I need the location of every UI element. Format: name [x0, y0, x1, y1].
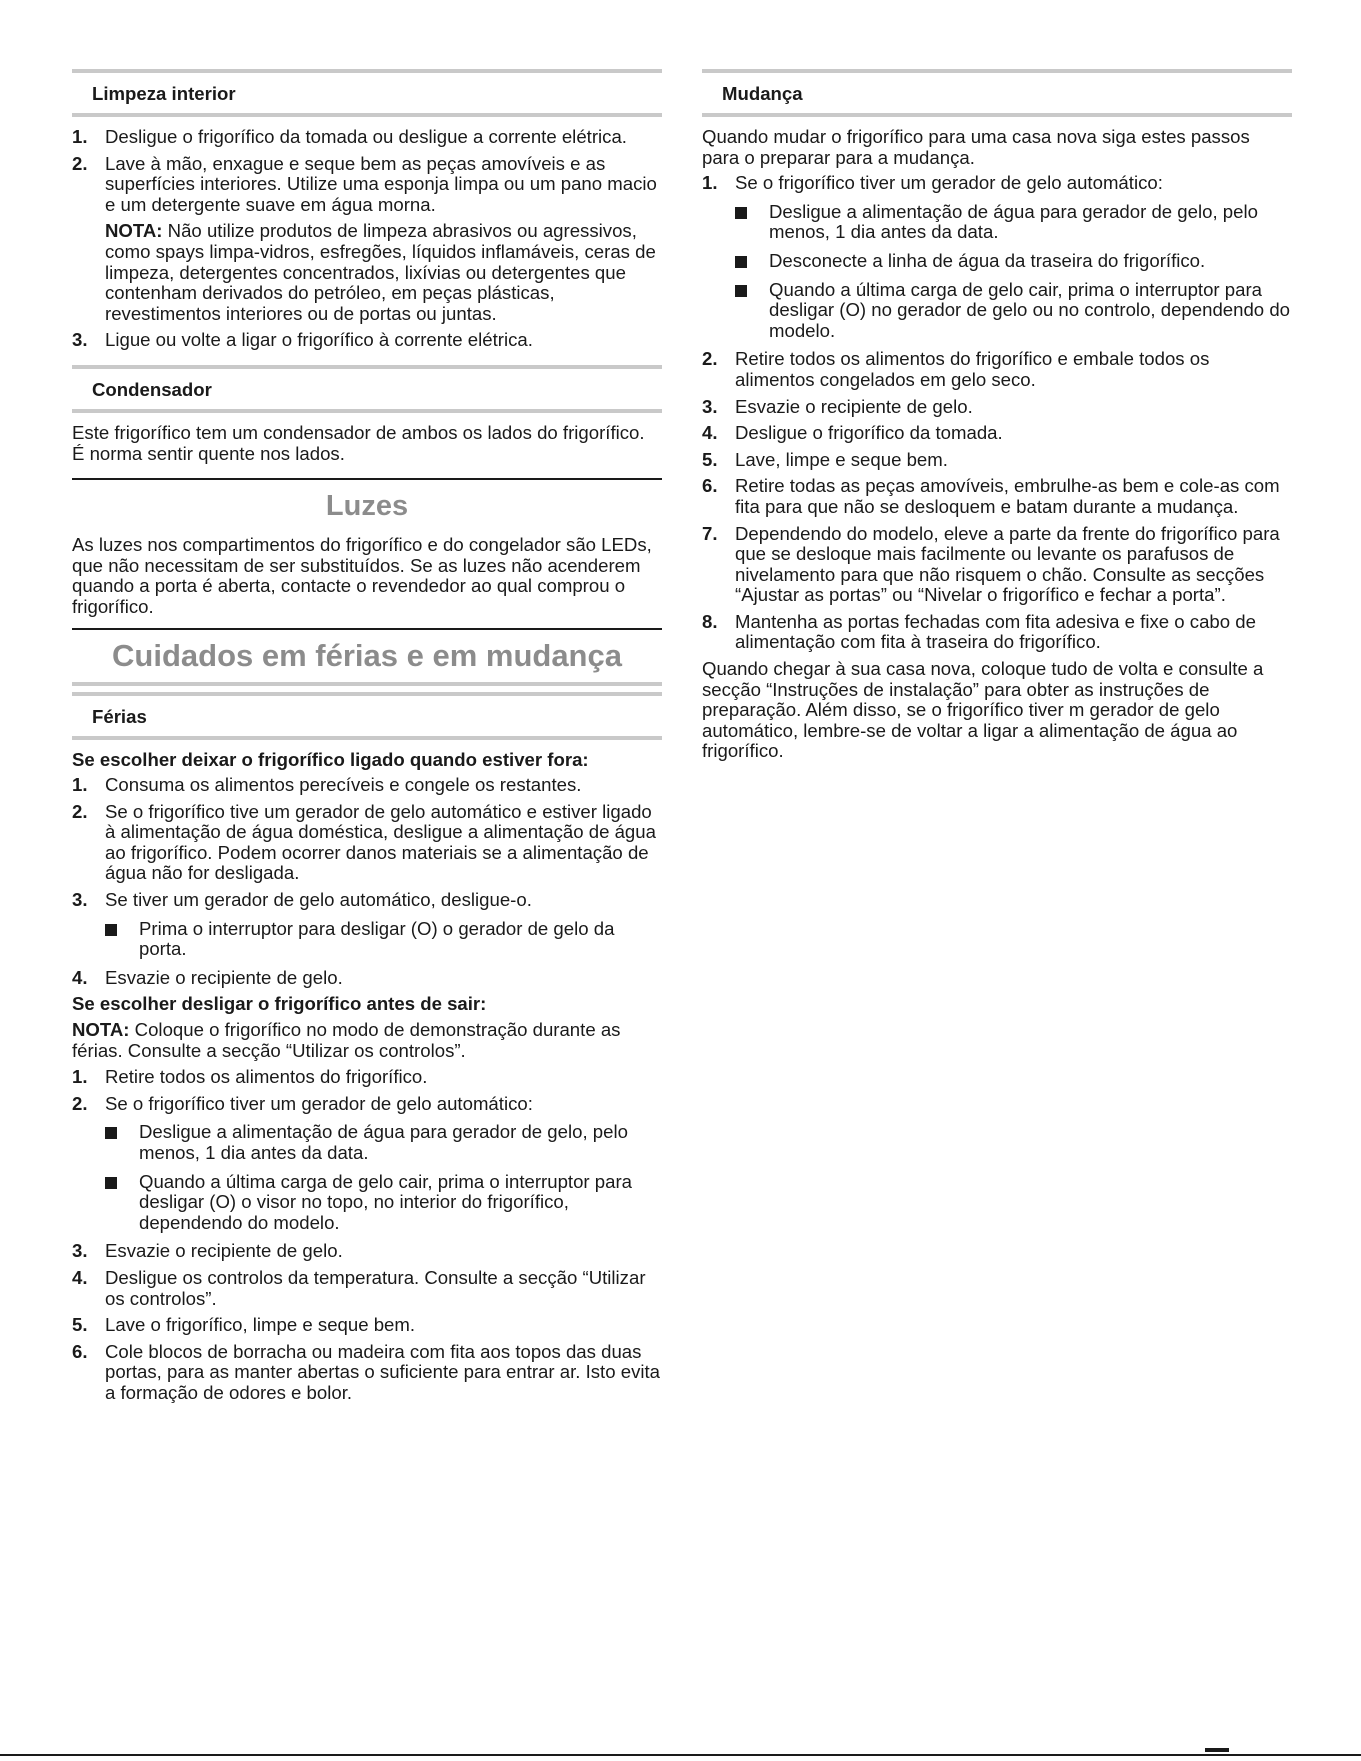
item-number: 8. [702, 610, 718, 632]
list-item [702, 524, 1292, 606]
list-item [72, 968, 662, 989]
item-text: Esvazie o recipiente de gelo. [105, 1240, 343, 1262]
item-number: 3. [702, 395, 718, 417]
item-number: 2. [72, 1092, 88, 1114]
list-item [72, 127, 662, 148]
list-item [702, 450, 1292, 471]
section-title-luzes: Luzes [72, 478, 662, 529]
item-text: Mantenha as portas fechadas com fita adesiva e fixe o cabo de alimentação com fita à traseira do frigorífico. [735, 610, 1256, 653]
list-item [72, 330, 662, 351]
item-text: Lave o frigorífico, limpe e seque bem. [105, 1314, 416, 1336]
square-bullet-icon [105, 924, 117, 936]
item-text: Esvazie o recipiente de gelo. [735, 395, 973, 417]
item-number: 6. [702, 475, 718, 497]
right-column [702, 69, 1292, 766]
condensador-paragraph: Este frigorífico tem um condensador de ambos os lados do frigorífico. É norma sentir quente nos lados. [72, 421, 645, 464]
bullet-text: Desligue a alimentação de água para gerador de gelo, pelo menos, 1 dia antes da data. [139, 1121, 628, 1163]
item-text: Lave à mão, enxague e seque bem as peças amovíveis e as superfícies interiores. Utilize uma esponja limpa ou um pano macio e um detergente suave em água morna. [105, 152, 657, 215]
item-text: Se o frigorífico tive um gerador de gelo automático e estiver ligado à alimentação de água doméstica, desligue a alimentação de água ao frigorífico. Podem ocorrer danos materiais se a alimentação de água não for desligada. [105, 800, 656, 884]
item-text: Desligue os controlos da temperatura. Consulte a secção “Utilizar os controlos”. [105, 1266, 646, 1309]
list-item [702, 476, 1292, 517]
item-number: 1. [72, 774, 88, 796]
bullet-text: Desligue a alimentação de água para gerador de gelo, pelo menos, 1 dia antes da data. [769, 200, 1258, 243]
mudanca-intro: Quando mudar o frigorífico para uma casa nova siga estes passos para o preparar para a mudança. [702, 126, 1250, 168]
bullet-item [735, 251, 1292, 272]
square-bullet-icon [735, 256, 747, 268]
bullet-text: Desconecte a linha de água da traseira do frigorífico. [769, 249, 1206, 271]
section-heading-condensador: Condensador [72, 365, 662, 413]
item-text: Se o frigorífico tiver um gerador de gelo automático: [735, 172, 1163, 194]
mudanca-outro: Quando chegar à sua casa nova, coloque tudo de volta e consulte a secção “Instruções de instalação” para obter as instruções de preparação. Além disso, se o frigorífico tiver m gerador de gelo automático, lembre-se de voltar a ligar a alimentação de água ao frigorífico. [702, 658, 1264, 762]
ferias-lead-on: Se escolher deixar o frigorífico ligado quando estiver fora: [72, 748, 589, 770]
list-item [72, 775, 662, 796]
item-text: Desligue o frigorífico da tomada ou desligue a corrente elétrica. [105, 126, 627, 147]
section-heading-ferias: Férias [72, 692, 662, 740]
list-item [72, 1067, 662, 1088]
item-number: 3. [72, 329, 88, 351]
item-text: Esvazie o recipiente de gelo. [105, 966, 343, 988]
item-number: 4. [72, 1266, 88, 1288]
item-number: 3. [72, 889, 88, 911]
luzes-paragraph: As luzes nos compartimentos do frigorífico e do congelador são LEDs, que não necessitam de ser substituídos. Se as luzes não acenderem quando a porta é aberta, contacte o revendedor ao qual comprou o frigorífico. [72, 534, 652, 617]
item-number: 4. [702, 422, 718, 444]
list-item [72, 1315, 662, 1336]
page-bottom-rule [0, 1754, 1361, 1756]
section-heading-mudanca: Mudança [702, 69, 1292, 117]
item-text: Consuma os alimentos perecíveis e congele os restantes. [105, 774, 582, 796]
item-text: Lave, limpe e seque bem. [735, 448, 948, 470]
list-item [702, 612, 1292, 653]
bullet-item [105, 1122, 662, 1163]
bullet-text: Quando a última carga de gelo cair, prima o interruptor para desligar (O) o visor no topo, no interior do frigorífico, dependendo do modelo. [139, 1170, 633, 1233]
item-text: Cole blocos de borracha ou madeira com fita aos topos das duas portas, para as manter abertas o suficiente para entrar ar. Isto evita a formação de odores e bolor. [105, 1340, 661, 1403]
note-text: Não utilize produtos de limpeza abrasivos ou agressivos, como spays limpa-vidros, esfregões, líquidos inflamáveis, ceras de limpeza, detergentes concentrados, lixívias ou detergentes que contenham derivados do petróleo, em peças plásticas, revestimentos interiores ou de portas ou juntas. [105, 220, 656, 324]
list-item [702, 397, 1292, 418]
section-title-cuidados: Cuidados em férias e em mudança [72, 628, 662, 686]
list-item [72, 1268, 662, 1309]
item-number: 1. [702, 172, 718, 194]
item-number: 6. [72, 1340, 88, 1362]
item-text: Dependendo do modelo, eleve a parte da frente do frigorífico para que se desloque mais facilmente ou levante os parafusos de nivelamento para que não risquem o chão. Consulte as secções “Ajustar as portas” ou “Nivelar o frigorífico e fechar a porta”. [735, 522, 1280, 606]
item-number: 2. [702, 348, 718, 370]
item-number: 3. [72, 1240, 88, 1262]
note-label: NOTA: [105, 220, 163, 242]
item-number: 1. [72, 1066, 88, 1088]
item-number: 7. [702, 522, 718, 544]
list-item [72, 802, 662, 884]
item-text: Se o frigorífico tiver um gerador de gelo automático: [105, 1092, 533, 1114]
note-text: Coloque o frigorífico no modo de demonstração durante as férias. Consulte a secção “Utilizar os controlos”. [72, 1019, 621, 1061]
list-item [702, 173, 1292, 194]
list-item [72, 1094, 662, 1115]
list-item [702, 423, 1292, 444]
item-number: 4. [72, 966, 88, 988]
item-number: 5. [702, 448, 718, 470]
ferias-note [72, 1020, 662, 1061]
left-column [72, 69, 662, 1410]
item-text: Se tiver um gerador de gelo automático, desligue-o. [105, 889, 532, 911]
item-text: Desligue o frigorífico da tomada. [735, 422, 1003, 444]
list-item [72, 890, 662, 911]
item-text: Ligue ou volte a ligar o frigorífico à corrente elétrica. [105, 329, 533, 351]
page-corner-mark [1205, 1748, 1229, 1752]
note-label: NOTA: [72, 1019, 130, 1041]
square-bullet-icon [735, 285, 747, 297]
bullet-text: Quando a última carga de gelo cair, prima o interruptor para desligar (O) no gerador de gelo ou no controlo, dependendo do modelo. [769, 278, 1290, 341]
square-bullet-icon [105, 1177, 117, 1189]
item-body [105, 154, 662, 325]
item-text: Retire todos os alimentos do frigorífico. [105, 1066, 428, 1088]
item-number: 2. [72, 152, 88, 174]
bullet-item [735, 280, 1292, 342]
list-item [72, 1342, 662, 1404]
square-bullet-icon [735, 207, 747, 219]
list-item [72, 1241, 662, 1262]
item-text: Retire todas as peças amovíveis, embrulhe-as bem e cole-as com fita para que não se desloquem e batam durante a mudança. [735, 475, 1280, 517]
item-text: Retire todos os alimentos do frigorífico e embale todos os alimentos congelados em gelo seco. [735, 348, 1210, 390]
note-paragraph [105, 221, 662, 324]
bullet-text: Prima o interruptor para desligar (O) o gerador de gelo da porta. [139, 917, 615, 960]
list-item [702, 349, 1292, 390]
square-bullet-icon [105, 1127, 117, 1139]
bullet-item [105, 1172, 662, 1234]
list-item [72, 154, 662, 325]
item-number: 2. [72, 800, 88, 822]
ferias-lead-off: Se escolher desligar o frigorífico antes de sair: [72, 993, 487, 1015]
bullet-item [735, 202, 1292, 243]
item-number: 1. [72, 126, 88, 147]
item-number: 5. [72, 1314, 88, 1336]
section-heading-limpeza: Limpeza interior [72, 69, 662, 117]
bullet-item [105, 919, 662, 960]
